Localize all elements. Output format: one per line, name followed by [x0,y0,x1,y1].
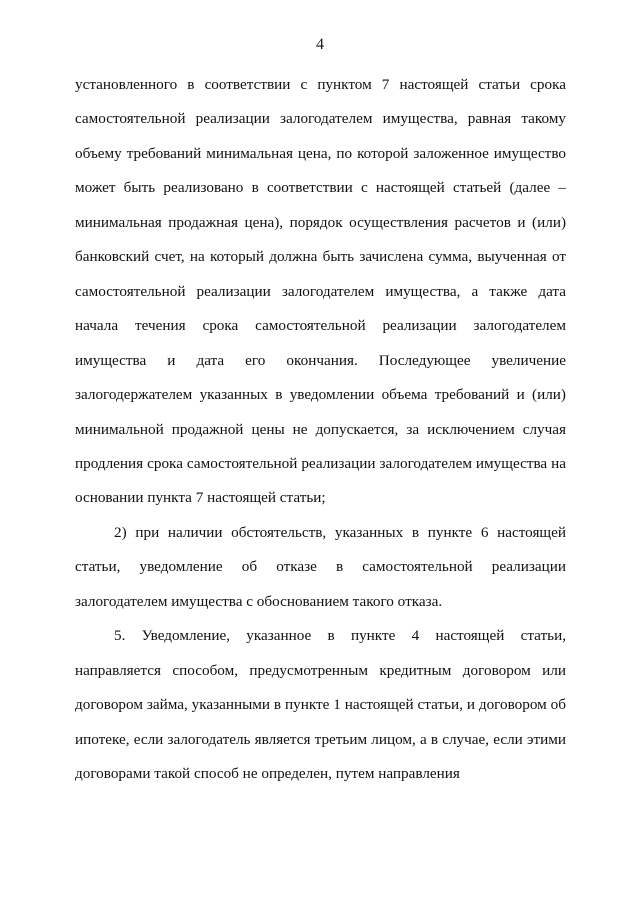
page-number: 4 [316,36,324,53]
paragraph-item-2: 2) при наличии обстоятельств, указанных в пункте 6 настоящей статьи, уведомление об отказе в самостоятельной реализации залогодателем имущества с обоснованием такого отказа. [75,523,566,610]
paragraph-continuation: установленного в соответствии с пунктом 7 настоящей статьи срока самостоятельной реализации залогодателем имущества, равная такому объему требований минимальная цена, по которой заложенное имущество может быть реализовано в соответствии с настоящей статьей (далее – минимальная продажная цена), порядок осуществления расчетов и (или) банковский счет, на который должна быть зачислена сумма, выученная от самостоятельной реализации залогодателем имущества, а также дата начала течения срока самостоятельной реализации залогодателем имущества и дата его окончания. Последующее увеличение залогодержателем указанных в уведомлении объема требований и (или) минимальной продажной цены не допускается, за исключением случая продления срока самостоятельной реализации залогодателем имущества на основании пункта 7 настоящей статьи; [75,76,566,507]
paragraph-clause-5: 5. Уведомление, указанное в пункте 4 настоящей статьи, направляется способом, предусмотренным кредитным договором или договором займа, указанными в пункте 1 настоящей статьи, и договором об ипотеке, если залогодатель является третьим лицом, а в случае, если этими договорами такой способ не определен, путем направления [75,627,566,783]
document-body [75,68,566,792]
